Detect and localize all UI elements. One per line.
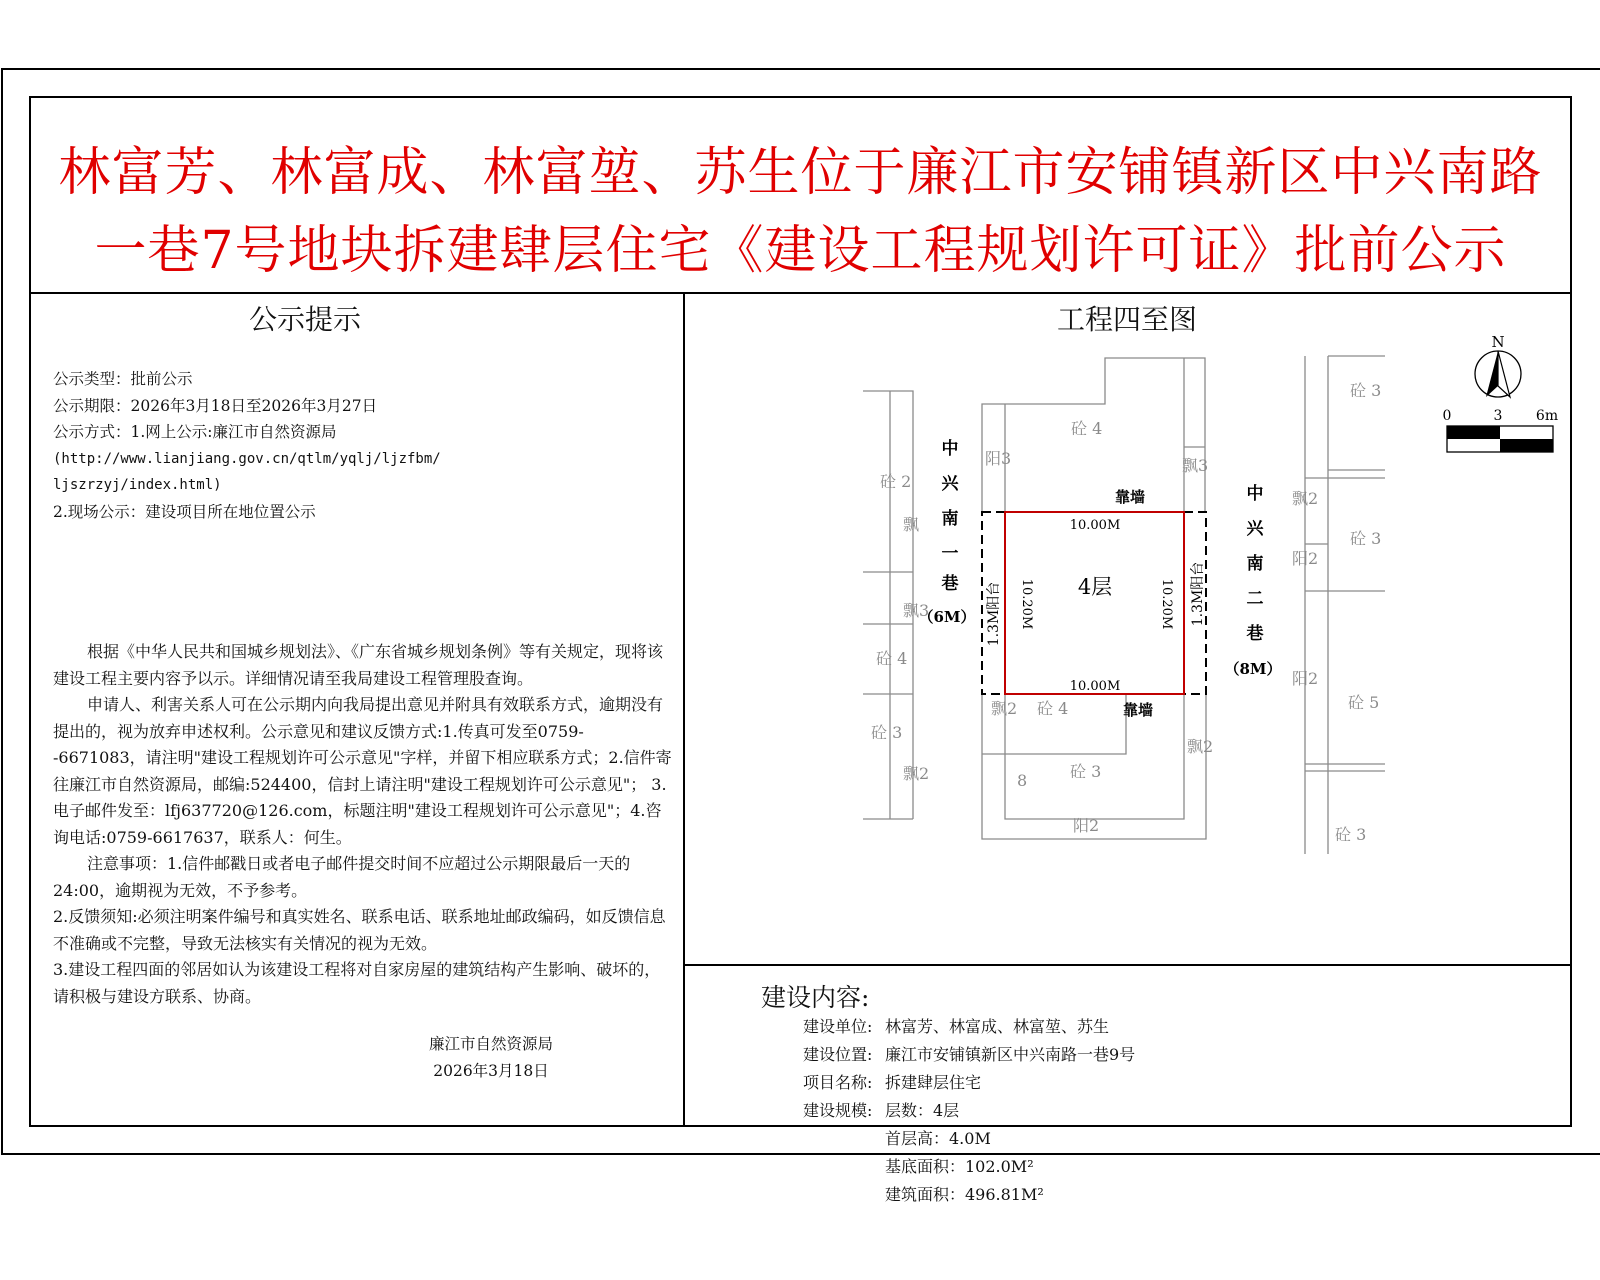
neighbor-outlines [863,356,1385,854]
notice-method: 公示方式：1.网上公示:廉江市自然资源局 [53,423,337,441]
notice-panel [31,294,685,1127]
svg-text:8: 8 [1017,771,1028,790]
svg-text:飘2: 飘2 [1187,737,1214,756]
svg-text:飘2: 飘2 [991,699,1018,718]
notice-heading: 公示提示 [249,303,362,336]
right-balcony-label: 1.3M阳台 [1190,561,1206,627]
west-road-label [918,438,975,626]
project-name: 项目名称: 拆建肆层住宅 [803,1073,982,1092]
base-area: 基底面积：102.0M² [885,1157,1034,1176]
signature-date: 2026年3月18日 [433,1062,549,1080]
site-map-drawing [685,294,1570,966]
building-area: 建筑面积：496.81M² [885,1185,1044,1204]
notice-period: 公示期限：2026年3月18日至2026年3月27日 [53,396,378,415]
svg-text:砼 4: 砼 4 [1071,419,1103,438]
title-band [31,98,1570,294]
svg-text:阳2: 阳2 [1292,549,1319,568]
svg-text:砼 5: 砼 5 [1348,693,1380,712]
construction-location: 建设位置: 廉江市安铺镇新区中兴南路一巷9号 [803,1045,1136,1064]
svg-text:二: 二 [1246,589,1264,609]
svg-text:（8M）: （8M） [1224,660,1282,678]
site-map [685,294,1570,966]
notice-url-line-2[interactable]: ljszrzyj/index.html) [53,477,222,493]
construction-unit: 建设单位: 林富芳、林富成、林富堃、苏生 [803,1017,1110,1036]
svg-text:飘3: 飘3 [1182,456,1209,475]
notice-type: 公示类型：批前公示 [53,370,193,388]
svg-text:兴: 兴 [1246,519,1264,539]
neighbor-note: 3.建设工程四面的邻居如认为该建设工程将对自家房屋的建筑结构产生影响、破坏的，请积极与建设方联系、协商。 [53,960,661,1006]
construction-heading: 建设内容: [761,983,870,1012]
signature [381,1031,601,1085]
north-arrow-icon [1475,333,1521,397]
first-floor-height: 首层高：4.0M [885,1129,991,1148]
notice-onsite: 2.现场公示：建设项目所在地位置公示 [53,502,316,521]
notice-board [29,96,1572,1204]
svg-text:巷: 巷 [1246,624,1264,644]
svg-text:砼 2: 砼 2 [880,472,912,491]
project-panel [685,294,1570,1204]
svg-text:6m: 6m [1535,408,1559,424]
notice-body [53,639,673,1010]
notice-url-line-1[interactable]: (http://www.lianjiang.gov.cn/qtlm/yqlj/ljzfbm/ [53,450,441,467]
wall-label-bottom: 靠墙 [1122,701,1154,719]
svg-text:砼 4: 砼 4 [876,649,908,668]
right-dimension: 10.20M [1159,578,1174,630]
svg-text:3: 3 [1493,408,1503,424]
signature-org: 廉江市自然资源局 [428,1035,553,1053]
svg-text:飘2: 飘2 [1292,489,1319,508]
svg-text:砼 4: 砼 4 [1037,699,1069,718]
title-line-1: 林富芳、林富成、林富堃、苏生位于廉江市安铺镇新区中兴南路 [58,143,1543,203]
feedback-paragraph: 申请人、利害关系人可在公示期内向我局提出意见并附具有效联系方式，逾期没有提出的，视为放弃申述权利。公示意见和建议反馈方式:1.传真可发至0759--6671083，请注明"建设工程规划许可公示意见"字样，并留下相应联系方式；2.信件寄往廉江市自然资源局，邮编:524400，信封上请注明"建设工程规划许可公示意见"； 3.电子邮件发至：lfj637720@126.com，标题注明"建设工程规划许可公示意见"；4.咨询电话:0759-6617637，联系人：何生。 [53,695,672,847]
feedback-requirement: 2.反馈须知:必须注明案件编号和真实姓名、联系电话、联系地址邮政编码，如反馈信息不准确或不完整，导致无法核实有关情况的视为无效。 [53,907,666,953]
svg-text:巷: 巷 [941,574,959,594]
svg-text:砼 3: 砼 3 [871,723,903,742]
svg-text:阳2: 阳2 [1073,816,1100,835]
svg-text:砼 3: 砼 3 [1350,381,1382,400]
svg-text:砼 3: 砼 3 [1335,825,1367,844]
svg-text:N: N [1491,333,1505,351]
svg-text:（6M）: （6M） [918,608,976,626]
svg-text:中: 中 [1246,484,1264,504]
east-road-label [1224,483,1281,678]
scale-bar [1443,408,1559,452]
svg-text:飘2: 飘2 [903,764,930,783]
wall-label-top: 靠墙 [1114,488,1146,506]
floors-label: 4层 [1077,575,1113,599]
svg-text:0: 0 [1442,408,1452,424]
svg-text:阳3: 阳3 [985,449,1012,468]
left-dimension: 10.20M [1019,578,1034,630]
svg-text:一: 一 [941,544,959,564]
svg-text:飘3: 飘3 [903,601,930,620]
svg-text:南: 南 [941,509,959,529]
legal-basis-paragraph: 根据《中华人民共和国城乡规划法》、《广东省城乡规划条例》等有关规定，现将该建设工程主要内容予以示。详细情况请至我局建设工程管理股查询。 [53,642,664,688]
notes-paragraph: 注意事项：1.信件邮戳日或者电子邮件提交时间不应超过公示期限最后一天的24:00，逾期视为无效，不予参考。 [53,854,631,900]
left-balcony-label: 1.3M阳台 [986,581,1002,647]
title-line-2: 一巷7号地块拆建肆层住宅《建设工程规划许可证》批前公示 [94,221,1507,281]
svg-text:砼 3: 砼 3 [1350,529,1382,548]
site-map-heading: 工程四至图 [1057,303,1198,336]
svg-text:南: 南 [1246,554,1264,574]
top-dimension: 10.00M [1069,518,1121,533]
construction-content [685,966,1570,1204]
svg-text:中: 中 [941,439,959,459]
construction-scale: 建设规模: 层数：4层 [803,1101,960,1120]
bottom-dimension: 10.00M [1069,679,1121,694]
svg-text:兴: 兴 [941,474,959,494]
svg-text:砼 3: 砼 3 [1070,762,1102,781]
svg-text:飘: 飘 [903,515,920,534]
svg-text:阳2: 阳2 [1292,669,1319,688]
